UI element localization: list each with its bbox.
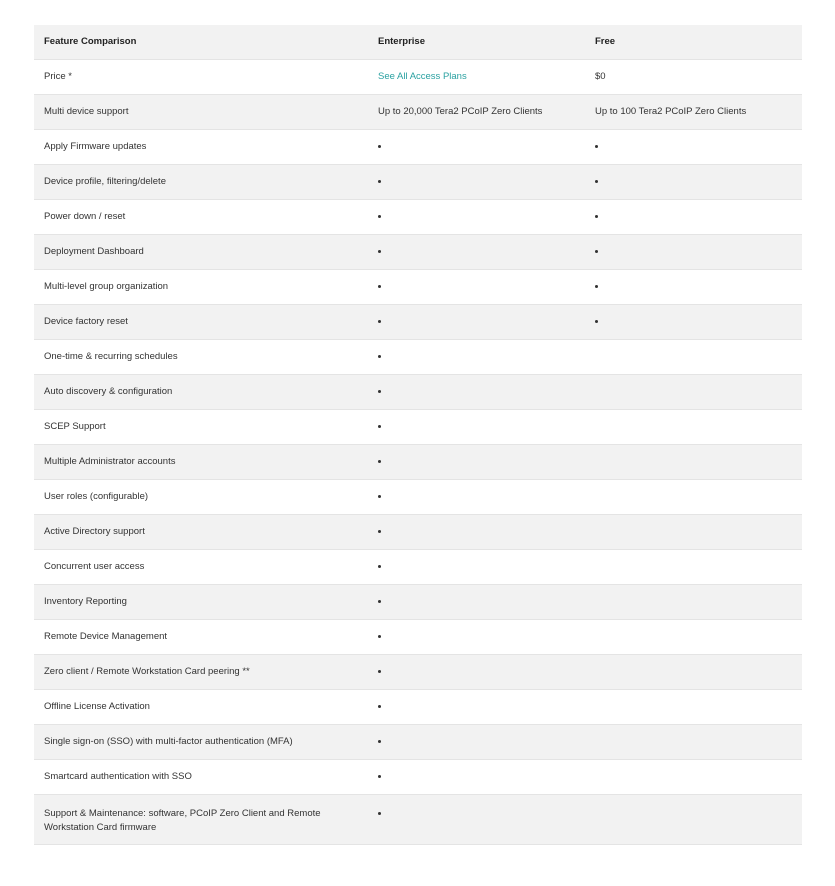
feature-label: Inventory Reporting — [44, 596, 127, 607]
free-cell — [585, 280, 802, 294]
bullet-icon — [378, 250, 381, 253]
feature-label: Single sign-on (SSO) with multi-factor authentication (MFA) — [44, 736, 293, 747]
feature-label: Device factory reset — [44, 316, 128, 327]
bullet-icon — [378, 812, 381, 815]
bullet-icon — [595, 215, 598, 218]
enterprise-cell — [368, 280, 585, 294]
table-row — [34, 760, 802, 795]
enterprise-cell — [368, 490, 585, 504]
table-row — [34, 165, 802, 200]
bullet-icon — [378, 180, 381, 183]
table-row — [34, 200, 802, 235]
bullet-icon — [378, 495, 381, 498]
feature-label: Remote Device Management — [44, 631, 168, 642]
enterprise-cell — [368, 350, 585, 364]
bullet-icon — [378, 390, 381, 393]
feature-label: User roles (configurable) — [44, 491, 149, 502]
bullet-icon — [378, 775, 381, 778]
feature-label: Device profile, filtering/delete — [44, 176, 166, 187]
table-row — [34, 480, 802, 515]
table-row — [34, 410, 802, 445]
bullet-icon — [378, 425, 381, 428]
bullet-icon — [595, 320, 598, 323]
bullet-icon — [378, 705, 381, 708]
bullet-icon — [378, 530, 381, 533]
bullet-icon — [378, 600, 381, 603]
feature-label: Active Directory support — [44, 526, 145, 537]
feature-label: SCEP Support — [44, 421, 106, 432]
enterprise-cell — [368, 770, 585, 784]
header-free: Free — [595, 36, 616, 47]
feature-label: Apply Firmware updates — [44, 141, 147, 152]
free-cell — [585, 175, 802, 189]
bullet-icon — [378, 635, 381, 638]
feature-label: Power down / reset — [44, 211, 126, 222]
enterprise-cell — [368, 630, 585, 644]
feature-label: One-time & recurring schedules — [44, 351, 178, 362]
free-cell — [585, 210, 802, 224]
bullet-icon — [378, 320, 381, 323]
header-enterprise: Enterprise — [378, 36, 425, 47]
table-row — [34, 130, 802, 165]
bullet-icon — [378, 355, 381, 358]
bullet-icon — [378, 285, 381, 288]
enterprise-cell — [368, 420, 585, 434]
feature-label: Concurrent user access — [44, 561, 145, 572]
enterprise-cell — [368, 595, 585, 609]
feature-label: Multiple Administrator accounts — [44, 456, 176, 467]
table-row — [34, 305, 802, 340]
bullet-icon — [378, 670, 381, 673]
bullet-icon — [378, 145, 381, 148]
table-row — [34, 585, 802, 620]
table-row — [34, 550, 802, 585]
price-row — [34, 60, 802, 95]
table-row — [34, 620, 802, 655]
feature-label: Auto discovery & configuration — [44, 386, 173, 397]
free-price: $0 — [595, 71, 606, 82]
multi-device-enterprise: Up to 20,000 Tera2 PCoIP Zero Clients — [378, 106, 543, 117]
feature-label: Smartcard authentication with SSO — [44, 771, 192, 782]
bullet-icon — [378, 740, 381, 743]
feature-label: Zero client / Remote Workstation Card peering ** — [44, 666, 250, 677]
enterprise-cell — [368, 665, 585, 679]
feature-rows — [34, 130, 802, 845]
feature-comparison-table — [34, 25, 802, 845]
enterprise-cell — [368, 175, 585, 189]
enterprise-cell — [368, 807, 585, 821]
free-cell — [585, 140, 802, 154]
enterprise-cell — [368, 210, 585, 224]
header-feature: Feature Comparison — [44, 36, 137, 47]
table-row — [34, 235, 802, 270]
feature-label: Support & Maintenance: software, PCoIP Zero Client and Remote Workstation Card firmware — [44, 808, 321, 833]
enterprise-cell — [368, 385, 585, 399]
enterprise-price-cell — [368, 70, 585, 84]
table-row — [34, 655, 802, 690]
table-header-row — [34, 25, 802, 60]
enterprise-cell — [368, 140, 585, 154]
bullet-icon — [595, 285, 598, 288]
feature-label: Offline License Activation — [44, 701, 150, 712]
bullet-icon — [378, 460, 381, 463]
multi-device-free: Up to 100 Tera2 PCoIP Zero Clients — [595, 106, 747, 117]
feature-label: Deployment Dashboard — [44, 246, 144, 257]
enterprise-cell — [368, 735, 585, 749]
enterprise-cell — [368, 245, 585, 259]
table-row — [34, 445, 802, 480]
table-row — [34, 515, 802, 550]
bullet-icon — [378, 565, 381, 568]
table-row — [34, 690, 802, 725]
enterprise-cell — [368, 525, 585, 539]
table-row — [34, 375, 802, 410]
enterprise-cell — [368, 315, 585, 329]
see-all-access-plans-link[interactable]: See All Access Plans — [378, 71, 467, 82]
enterprise-cell — [368, 455, 585, 469]
bullet-icon — [595, 145, 598, 148]
bullet-icon — [378, 215, 381, 218]
price-label: Price * — [44, 71, 72, 82]
bullet-icon — [595, 180, 598, 183]
feature-label: Multi-level group organization — [44, 281, 169, 292]
table-row — [34, 795, 802, 845]
table-row — [34, 725, 802, 760]
multi-device-label: Multi device support — [44, 106, 129, 117]
free-cell — [585, 245, 802, 259]
multi-device-row — [34, 95, 802, 130]
table-row — [34, 340, 802, 375]
enterprise-cell — [368, 700, 585, 714]
table-row — [34, 270, 802, 305]
bullet-icon — [595, 250, 598, 253]
free-cell — [585, 315, 802, 329]
enterprise-cell — [368, 560, 585, 574]
